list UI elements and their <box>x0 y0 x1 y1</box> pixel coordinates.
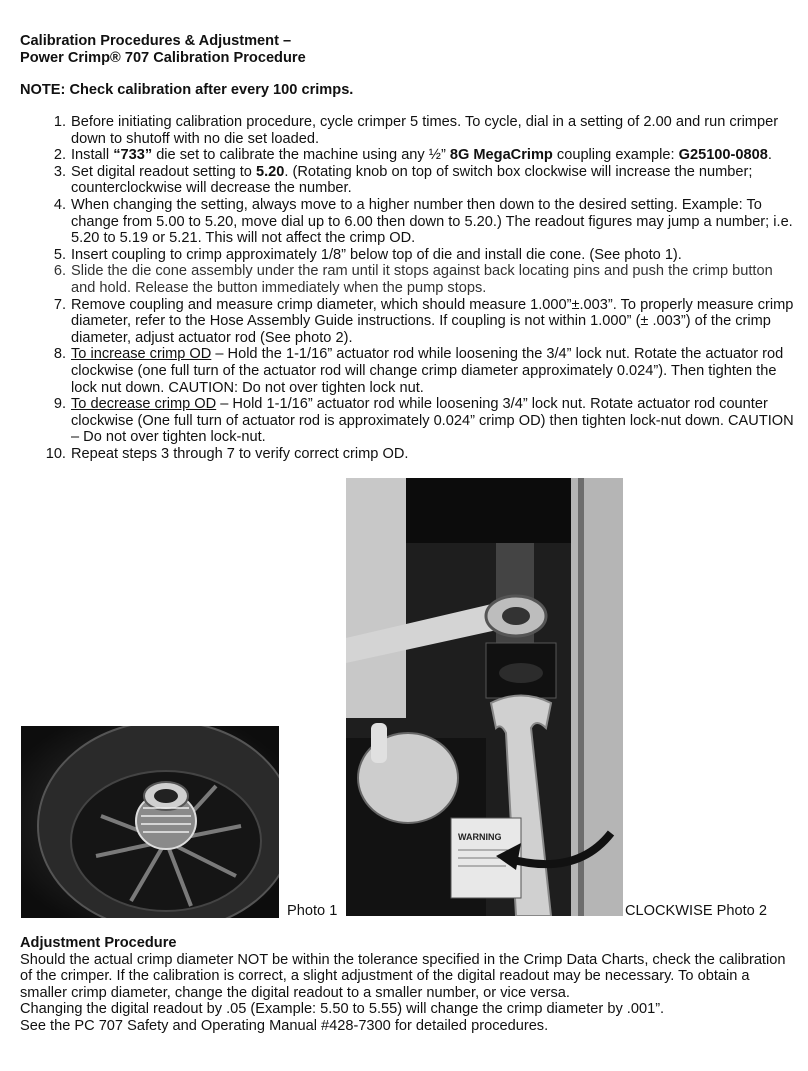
step-text: Install <box>71 147 114 164</box>
list-item <box>20 263 795 296</box>
adjustment-paragraph: Should the actual crimp diameter NOT be within the tolerance specified in the Crimp Data Charts, check the calibration of the crimper. If the calibration is correct, a slight adjustment of the digital readout may be necessary. To obtain a smaller crimp diameter, change the digital readout to a smaller number, or vice versa. <box>20 951 786 1001</box>
step-text: Insert coupling to crimp approximately 1/8” below top of die and install die cone. (See photo 1). <box>71 246 682 263</box>
step-text: coupling example: <box>552 147 679 164</box>
step-text: . (Rotating knob on top of switch box clockwise will increase the number; counterclockwise will decrease the number. <box>71 163 753 197</box>
list-item <box>20 164 795 197</box>
step-number: 2. <box>53 147 66 164</box>
actuator-rod-photo-illustration <box>346 478 623 916</box>
step-text: Repeat steps 3 through 7 to verify correct crimp OD. <box>71 445 409 462</box>
step-number: 9. <box>53 396 66 413</box>
step-number: 8. <box>53 346 66 363</box>
photo-2-caption: CLOCKWISE Photo 2 <box>625 903 767 919</box>
list-item <box>20 197 795 247</box>
photo-1-caption: Photo 1 <box>287 903 338 919</box>
adjustment-readout-note: Changing the digital readout by .05 (Example: 5.50 to 5.55) will change the crimp diameter by .001”. <box>20 1001 665 1018</box>
step-number: 5. <box>53 246 66 263</box>
document-title-line2: Power Crimp® 707 Calibration Procedure <box>20 50 306 66</box>
step-text: – Hold the 1-1/16” actuator rod while loosening the 3/4” lock nut. Rotate the actuator rod clockwise (one full turn of the actuator rod will change crimp diameter approximately 0.024”). Then tighten the lock nut down. CAUTION: Do not over tighten lock nut. <box>71 346 784 396</box>
step-number: 3. <box>53 163 66 180</box>
adjustment-procedure-section <box>20 935 795 1035</box>
step-number: 6. <box>53 263 66 280</box>
adjustment-manual-reference: See the PC 707 Safety and Operating Manual #428-7300 for detailed procedures. <box>20 1017 549 1034</box>
warning-label-text: WARNING <box>458 832 502 842</box>
photo-1-die-cone <box>21 726 279 918</box>
list-item <box>20 114 795 147</box>
die-set-number: “733” <box>113 147 153 164</box>
step-text: Slide the die cone assembly under the ram until it stops against back locating pins and push the crimp button and hold. Release the button immediately when the pump stops. <box>71 263 773 296</box>
step-text: die set to calibrate the machine using any ½” <box>152 147 450 164</box>
adjustment-procedure-heading: Adjustment Procedure <box>20 935 177 951</box>
step-heading-decrease: To decrease crimp OD <box>71 396 217 413</box>
list-item <box>20 247 795 264</box>
calibration-note: NOTE: Check calibration after every 100 crimps. <box>20 82 354 98</box>
step-text: Set digital readout setting to <box>71 163 256 180</box>
list-item <box>20 346 795 396</box>
list-item <box>20 396 795 446</box>
step-number: 7. <box>53 296 66 313</box>
step-text: Remove coupling and measure crimp diameter, which should measure 1.000”±.003”. To properly measure crimp diameter, refer to the Hose Assembly Guide instructions. If coupling is not within 1.000” (± .003”) of the crimp diameter, adjust actuator rod (See photo 2). <box>71 296 794 346</box>
coupling-part-number: G25100-0808 <box>678 147 768 164</box>
step-text: – Hold 1-1/16” actuator rod while loosening 3/4” lock nut. Rotate actuator rod counter clockwise (One full turn of actuator rod is approximately 0.024” crimp OD) then tighten lock-nut down. CAUTION – Do not over tighten lock-nut. <box>71 396 794 446</box>
readout-setting: 5.20 <box>255 163 285 180</box>
photo-2-actuator-rod <box>346 478 623 916</box>
step-text: . <box>767 147 772 164</box>
die-cone-photo-illustration <box>21 726 279 918</box>
step-text: Before initiating calibration procedure, cycle crimper 5 times. To cycle, dial in a setting of 2.00 and run crimper down to shutoff with no die set loaded. <box>71 114 779 147</box>
list-item <box>20 297 795 347</box>
step-number: 4. <box>53 196 66 213</box>
step-heading-increase: To increase crimp OD <box>71 346 212 363</box>
document-title-line1: Calibration Procedures & Adjustment – <box>20 33 292 49</box>
coupling-type: 8G MegaCrimp <box>449 147 553 164</box>
step-number: 10. <box>45 445 66 462</box>
step-number: 1. <box>53 114 66 130</box>
step-text: When changing the setting, always move to a higher number then down to the desired setting. Example: To change from 5.00 to 5.20, move dial up to 6.00 then down to 5.20.) The readout figures may jump a number; i.e. 5.20 to 5.19 or 5.21. This will not affect the crimp OD. <box>71 196 793 247</box>
list-item <box>20 147 795 164</box>
calibration-steps-list <box>20 114 795 462</box>
list-item <box>20 446 795 463</box>
